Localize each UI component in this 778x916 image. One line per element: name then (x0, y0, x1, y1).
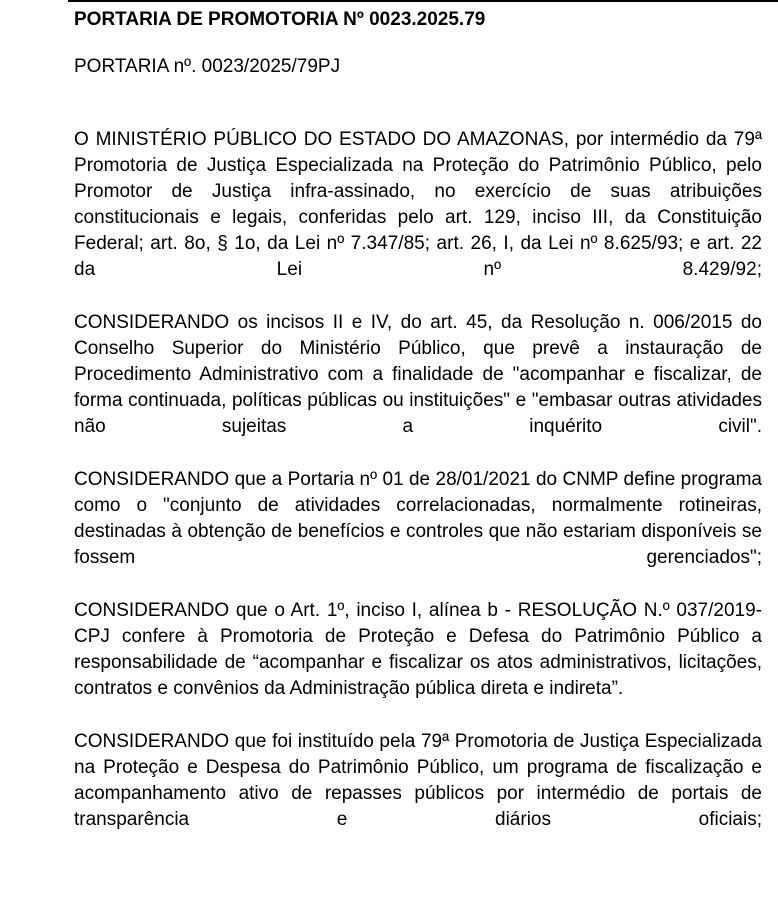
document-body (74, 127, 762, 860)
paragraph-preamble: O MINISTÉRIO PÚBLICO DO ESTADO DO AMAZONAS, por intermédio da 79ª Promotoria de Justiça Especializada na Proteção do Patrimônio Público, pelo Promotor de Justiça infra-assinado, no exercício de suas atribuições constitucionais e legais, conferidas pelo art. 129, inciso III, da Constituição Federal; art. 8o, § 1o, da Lei nº 7.347/85; art. 26, I, da Lei nº 8.625/93; e art. 22 da Lei nº 8.429/92; (74, 129, 762, 280)
paragraph-considerando-4: CONSIDERANDO que foi instituído pela 79ª Promotoria de Justiça Especializada na Proteção e Despesa do Patrimônio Público, um programa de fiscalização e acompanhamento ativo de repasses públicos por intermédio de portais de transparência e diários oficiais; (74, 731, 762, 830)
paragraph-considerando-3: CONSIDERANDO que o Art. 1º, inciso I, alínea b - RESOLUÇÃO N.º 037/2019-CPJ confere à Promotoria de Proteção e Defesa do Patrimônio Público a responsabilidade de “acompanhar e fiscalizar os atos administrativos, licitações, contratos e convênios da Administração pública direta e indireta”. (74, 600, 762, 699)
paragraph-considerando-1: CONSIDERANDO os incisos II e IV, do art. 45, da Resolução n. 006/2015 do Conselho Superior do Ministério Público, que prevê a instauração de Procedimento Administrativo com a finalidade de "acompanhar e fiscalizar, de forma continuada, políticas públicas ou instituições" e "embasar outras atividades não sujeitas a inquérito civil". (74, 312, 762, 437)
document-subtitle: PORTARIA nº. 0023/2025/79PJ (74, 56, 341, 77)
document-title: PORTARIA DE PROMOTORIA Nº 0023.2025.79 (74, 9, 486, 30)
top-border-rule (68, 0, 778, 2)
paragraph-considerando-2: CONSIDERANDO que a Portaria nº 01 de 28/01/2021 do CNMP define programa como o "conjunto de atividades correlacionadas, normalmente rotineiras, destinadas à obtenção de benefícios e controles que não estariam disponíveis se fossem gerenciados"; (74, 469, 762, 568)
